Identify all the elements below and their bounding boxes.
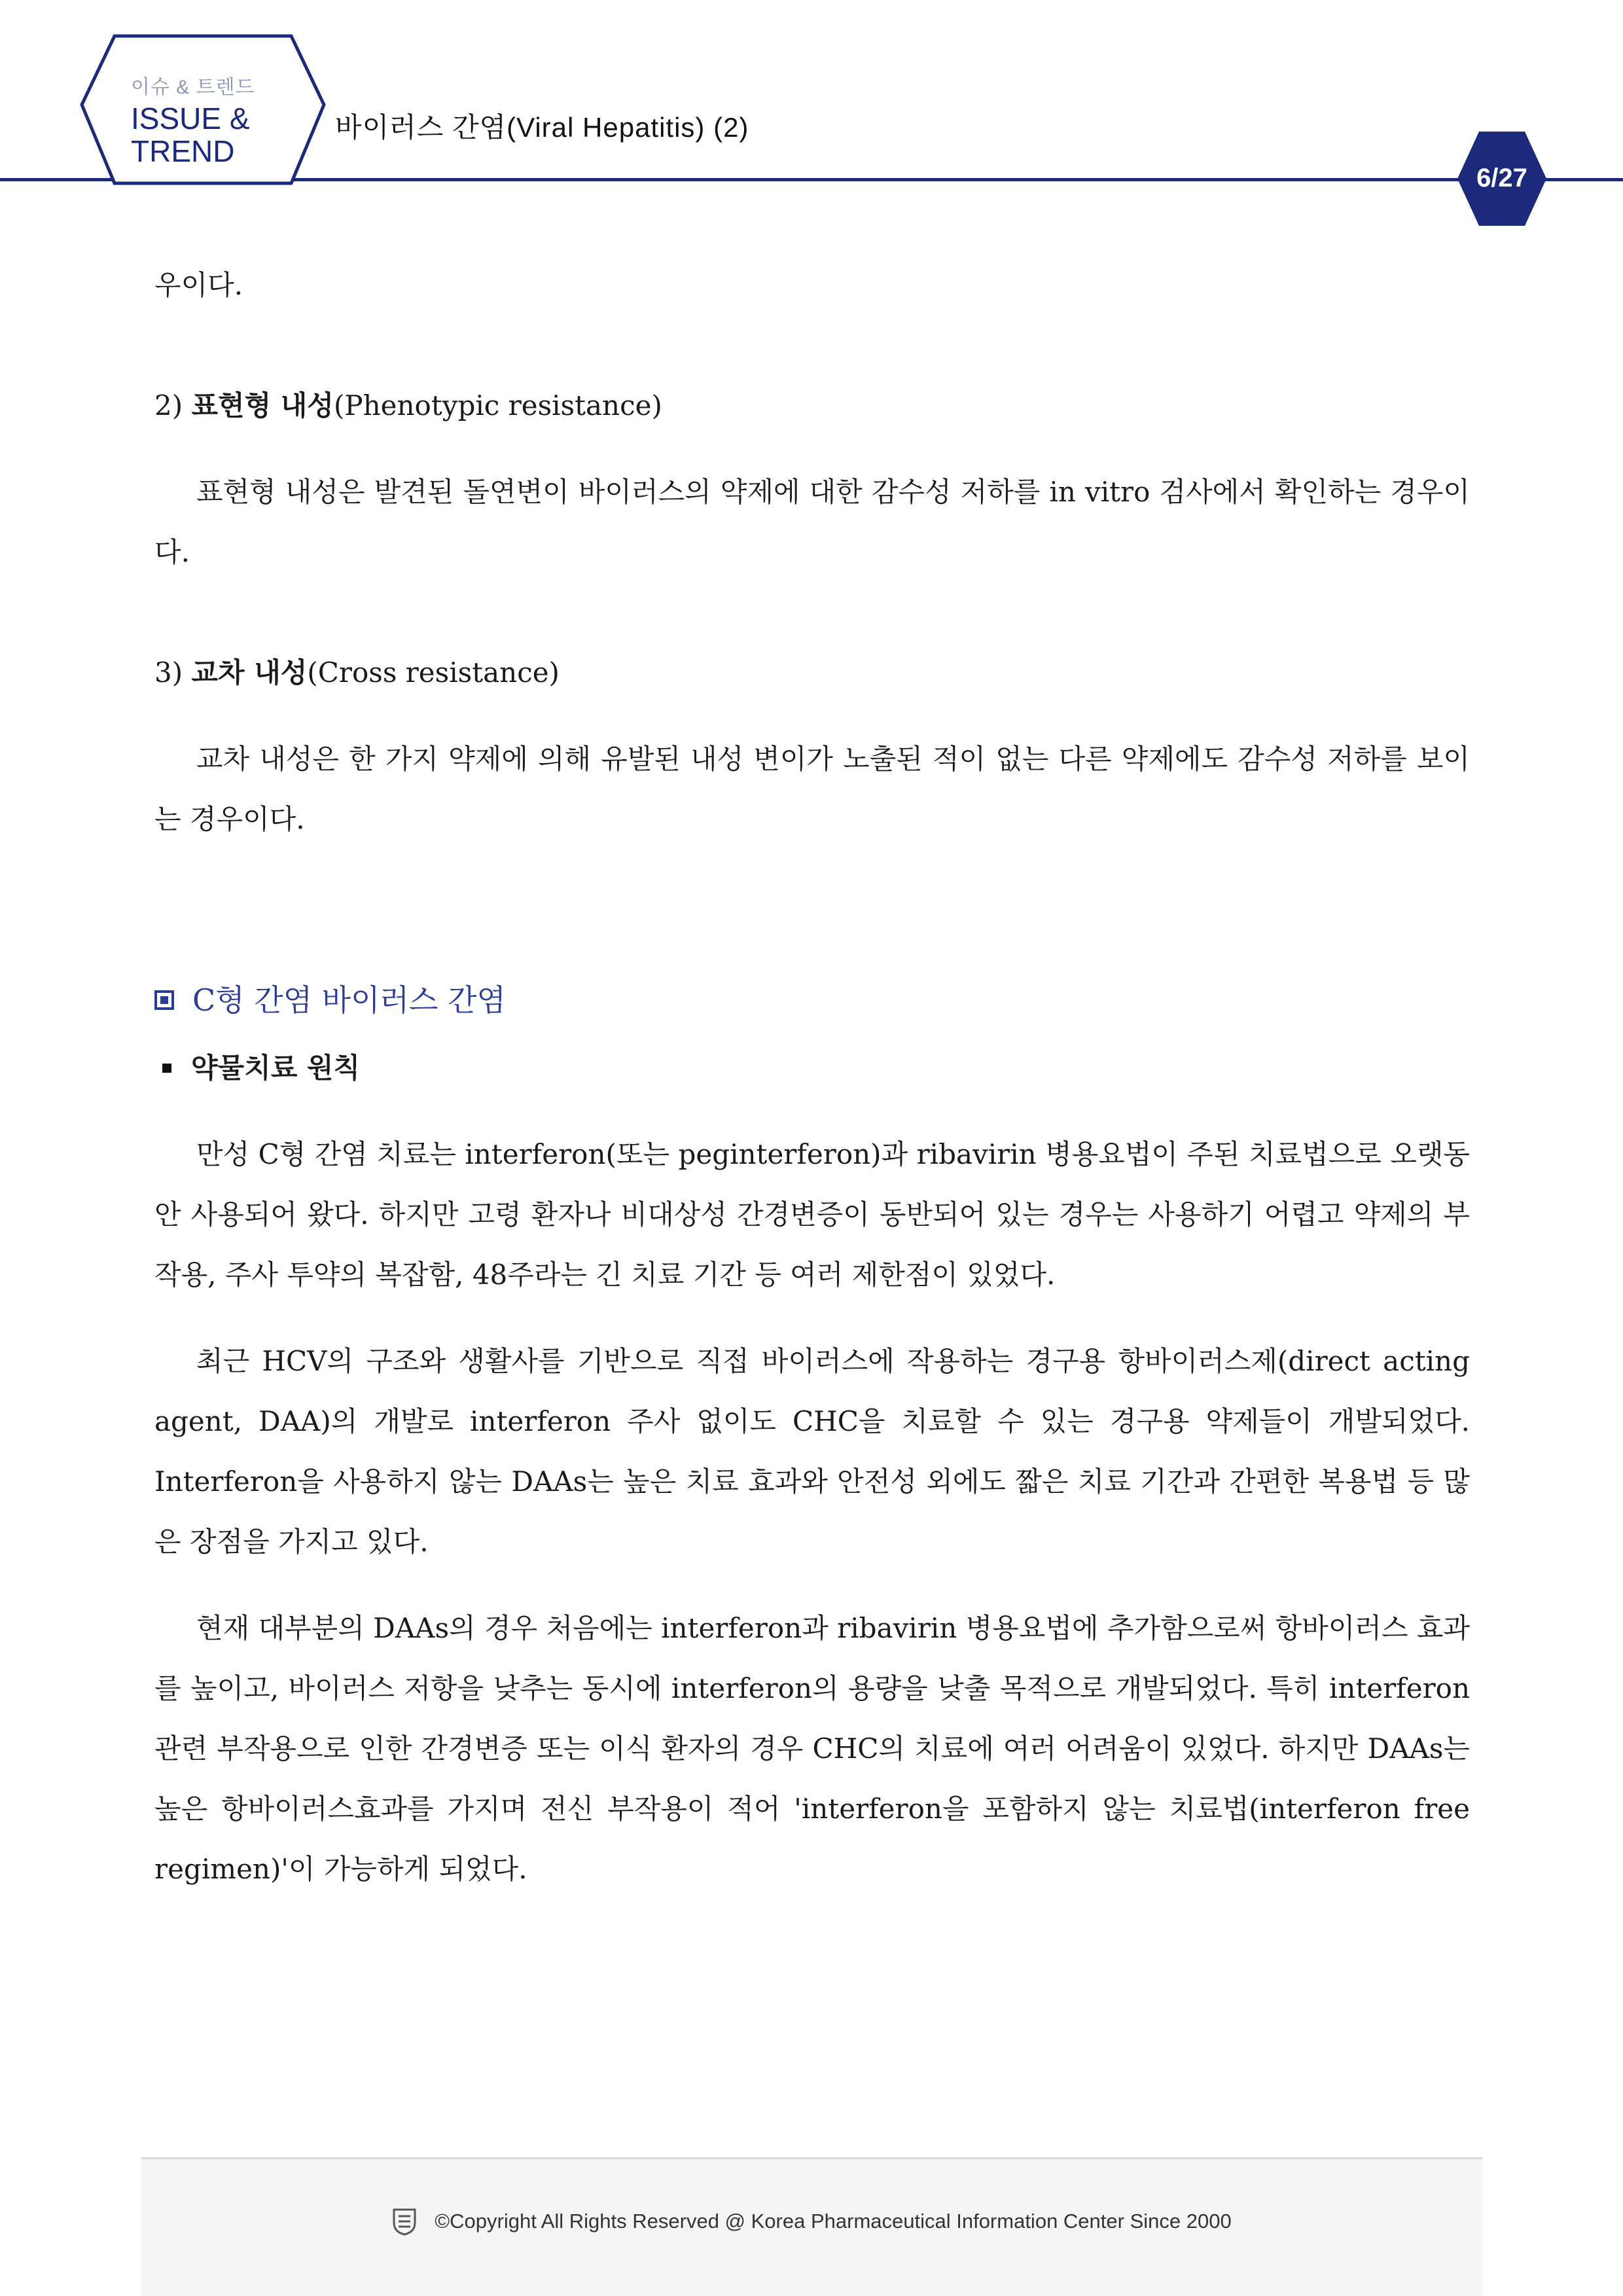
document-title: 바이러스 간염(Viral Hepatitis) (2) bbox=[335, 112, 749, 143]
heading-rest: (Cross resistance) bbox=[307, 656, 560, 689]
paragraph-cross: 교차 내성은 한 가지 약제에 의해 유발된 내성 변이가 노출된 적이 없는 다른 약제에도 감수성 저하를 보이는 경우이다. bbox=[154, 743, 1470, 835]
square-bullet-icon bbox=[154, 990, 174, 1010]
badge-kor-text: 이슈 & 트렌드 bbox=[131, 77, 255, 98]
heading-number: 3) bbox=[154, 656, 192, 689]
paragraph-treatment-history: 만성 C형 간염 치료는 interferon(또는 peginterferon)과 ribavirin 병용요법이 주된 치료법으로 오랫동안 사용되어 왔다. 하지만 고령 환자나 비대상성 간경변증이 동반되어 있는 경우는 사용하기 어렵고 약제의 부작용, 주사 투약의 복잡함, 48주라는 긴 치료 기간 등 여러 제한점이 있었다. bbox=[154, 1138, 1470, 1291]
copyright-text: ©Copyright All Rights Reserved @ Korea Pharmaceutical Information Center Since 2000 bbox=[435, 2210, 1232, 2233]
badge-line1: ISSUE & bbox=[131, 101, 250, 135]
subheading bbox=[154, 1038, 1470, 1098]
heading-bold: 교차 내성 bbox=[191, 656, 308, 689]
heading-phenotypic-resistance bbox=[154, 376, 1470, 436]
subheading-text: 약물치료 원칙 bbox=[191, 1052, 361, 1084]
paragraph-daa-interferon-free: 현재 대부분의 DAAs의 경우 처음에는 interferon과 ribavirin 병용요법에 추가함으로써 항바이러스 효과를 높이고, 바이러스 저항을 낮추는 동시에 interferon의 용량을 낮출 목적으로 개발되었다. 특히 interferon 관련 부작용으로 인한 간경변증 또는 이식 환자의 경우 CHC의 치료에 여러 어려움이 있었다. 하지만 DAAs는 높은 항바이러스효과를 가지며 전신 부작용이 적어 'interferon을 포함하지 않는 치료법(interferon free regimen)'이 가능하게 되었다. bbox=[154, 1612, 1470, 1885]
shield-logo-icon bbox=[391, 2207, 418, 2236]
heading-number: 2) bbox=[154, 389, 192, 422]
badge-line2: TREND bbox=[131, 134, 235, 168]
badge-label bbox=[131, 71, 255, 168]
bullet-icon bbox=[162, 1064, 171, 1073]
heading-cross-resistance bbox=[154, 643, 1470, 703]
page-number: 6/27 bbox=[1476, 164, 1527, 192]
footer bbox=[0, 2207, 1623, 2236]
document-body bbox=[154, 255, 1470, 1899]
section-title bbox=[154, 970, 1470, 1030]
paragraph-phenotypic: 표현형 내성은 발견된 돌연변이 바이러스의 약제에 대한 감수성 저하를 in vitro 검사에서 확인하는 경우이다. bbox=[154, 476, 1470, 568]
heading-rest: (Phenotypic resistance) bbox=[333, 389, 662, 422]
intro-tail-text: 우이다. bbox=[154, 269, 243, 301]
heading-bold: 표현형 내성 bbox=[191, 389, 334, 422]
section-title-text: C형 간염 바이러스 간염 bbox=[192, 982, 506, 1018]
paragraph-daa-development: 최근 HCV의 구조와 생활사를 기반으로 직접 바이러스에 작용하는 경구용 항바이러스제(direct acting agent, DAA)의 개발로 interferon 주사 없이도 CHC을 치료할 수 있는 경구용 약제들이 개발되었다. Interferon을 사용하지 않는 DAAs는 높은 치료 효과와 안전성 외에도 짧은 치료 기간과 간편한 복용법 등 많은 장점을 가지고 있다. bbox=[154, 1345, 1470, 1558]
